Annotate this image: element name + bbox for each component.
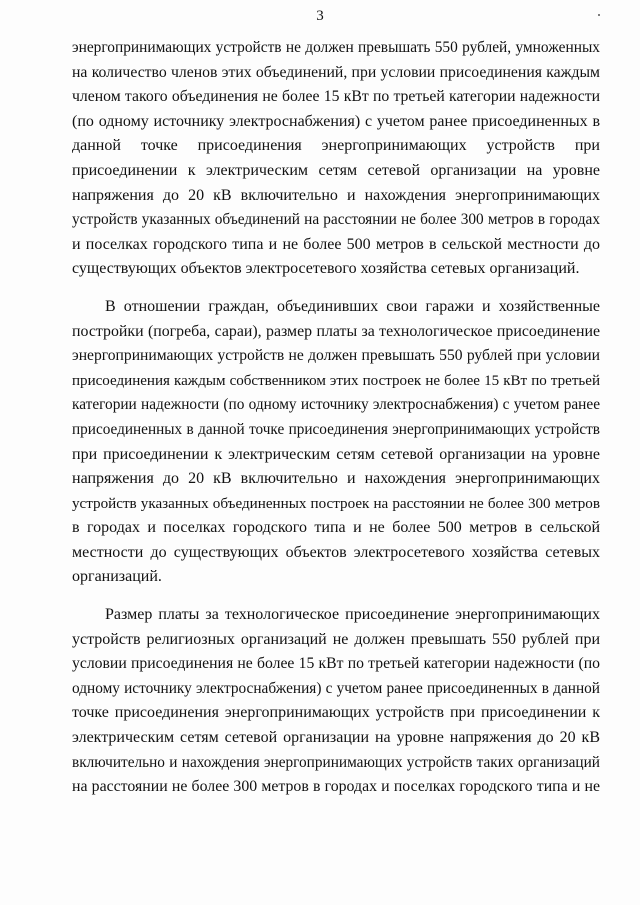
paragraph-spacer [72, 590, 600, 603]
text-line: устройств религиозных организаций не должен превышать 550 рублей при [72, 630, 600, 648]
text-line: и поселках городского типа и не более 500 метров в сельской местности до [72, 235, 600, 253]
text-line: существующих объектов электросетевого хозяйства сетевых организаций. [72, 260, 580, 278]
text-line: присоединенных в данной точке присоединения энергопринимающих устройств [72, 420, 600, 438]
text-line: категории надежности (по одному источнику электроснабжения) с учетом ранее [72, 396, 600, 414]
paragraph-1 [72, 36, 600, 282]
text-line: напряжения до 20 кВ включительно и нахождения энергопринимающих [72, 470, 600, 488]
document-body [72, 36, 600, 800]
text-line: присоединения каждым собственником этих построек не более 15 кВт по третьей [72, 372, 600, 389]
text-line: одному источнику электроснабжения) с учетом ранее присоединенных в данной [72, 679, 600, 697]
paragraph-2 [72, 295, 600, 590]
text-line: энергопринимающих устройств не должен превышать 550 рублей, умноженных [72, 39, 600, 56]
text-line: условии присоединения не более 15 кВт по третьей категории надежности (по [72, 655, 600, 673]
text-line: электрическим сетям сетевой организации на уровне напряжения до 20 кВ [72, 729, 600, 747]
text-line: (по одному источнику электроснабжения) с учетом ранее присоединенных в [72, 112, 600, 130]
paragraph-3 [72, 603, 600, 800]
text-line: напряжения до 20 кВ включительно и нахождения энергопринимающих [72, 186, 600, 204]
text-line: данной точке присоединения энергопринимающих устройств при [72, 137, 600, 155]
text-line: местности до существующих объектов электросетевого хозяйства сетевых [72, 543, 600, 561]
text-line: В отношении граждан, объединивших свои гаражи и хозяйственные [105, 297, 600, 315]
text-line: на расстоянии не более 300 метров в городах и поселках городского типа и не [72, 778, 600, 796]
text-line: организаций. [72, 568, 162, 586]
text-line: присоединении к электрическим сетям сетевой организации на уровне [72, 161, 600, 179]
text-line: в городах и поселках городского типа и не более 500 метров в сельской [72, 519, 600, 537]
text-line: на количество членов этих объединений, при условии присоединения каждым [72, 63, 600, 81]
text-line: членом такого объединения не более 15 кВт по третьей категории надежности [72, 88, 600, 106]
page-number: 3 [316, 8, 324, 24]
text-line: Размер платы за технологическое присоединение энергопринимающих [105, 606, 600, 624]
text-line: при присоединении к электрическим сетям сетевой организации на уровне [72, 445, 600, 463]
text-line: энергопринимающих устройств не должен превышать 550 рублей при условии [72, 347, 600, 365]
text-line: устройств указанных объединений на расстоянии не более 300 метров в городах [72, 211, 600, 229]
text-line: устройств указанных объединенных построек на расстоянии не более 300 метров [72, 495, 600, 512]
text-line: постройки (погреба, сараи), размер платы за технологическое присоединение [72, 322, 600, 340]
text-line: включительно и нахождения энергопринимающих устройств таких организаций [72, 753, 600, 771]
text-line: точке присоединения энергопринимающих устройств при присоединении к [72, 704, 600, 722]
paragraph-spacer [72, 282, 600, 295]
